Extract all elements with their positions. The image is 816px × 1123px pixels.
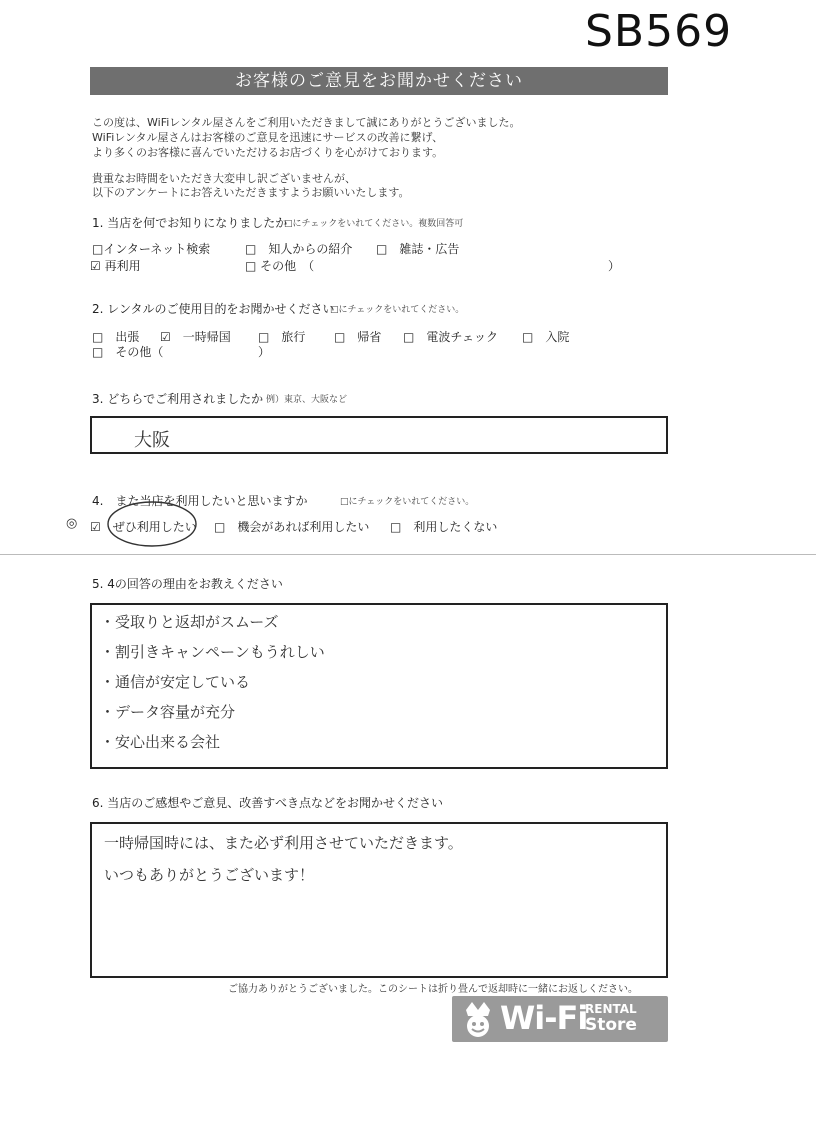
q2-option-business[interactable]: □ 出張	[92, 330, 140, 344]
q4-option-if-chance[interactable]: □ 機会があれば利用したい	[214, 520, 370, 534]
q3-note: 例）東京、大阪など	[266, 395, 348, 405]
q2-other-close: ）	[258, 345, 271, 359]
q6-answer-line: 一時帰国時には、また必ず利用させていただきます。	[104, 834, 463, 852]
q4-hand-circle	[104, 498, 200, 550]
q1-option-internet[interactable]: □インターネット検索	[92, 242, 211, 256]
q1-note: □にチェックをいれてください。複数回答可	[284, 219, 464, 229]
intro-line: この度は、WiFiレンタル屋さんをご利用いただきまして誠にありがとうございました。	[92, 116, 521, 129]
q1-option-friend[interactable]: □ 知人からの紹介	[245, 242, 353, 256]
q5-answer-line: ・データ容量が充分	[100, 703, 236, 721]
q2-option-signal-check[interactable]: □ 電波チェック	[403, 330, 498, 344]
q4-label: 4. また当店を利用したいと思いますか	[92, 494, 308, 508]
q2-option-homecoming[interactable]: □ 帰省	[334, 330, 382, 344]
q5-answer-line: ・受取りと返却がスムーズ	[100, 613, 279, 631]
q4-marker: ◎	[66, 516, 78, 531]
q2-option-temporary-return[interactable]: ☑ 一時帰国	[160, 330, 231, 344]
q1-option-other[interactable]: □ その他 （	[245, 259, 315, 273]
q2-option-travel[interactable]: □ 旅行	[258, 330, 306, 344]
intro-line: より多くのお客様に喜んでいただけるお店づくりを心がけております。	[92, 146, 444, 159]
logo-store-text: Store	[585, 1015, 637, 1035]
q6-label: 6. 当店のご感想やご意見、改善すべき点などをお聞かせください	[92, 796, 444, 810]
q3-label: 3. どちらでご利用されましたか	[92, 392, 264, 406]
q4-option-no[interactable]: □ 利用したくない	[390, 520, 498, 534]
q5-answer-line: ・割引きキャンペーンもうれしい	[100, 643, 325, 661]
section-divider	[0, 554, 816, 555]
q5-answer-line: ・通信が安定している	[100, 673, 251, 691]
survey-title: お客様のご意見をお聞かせください	[90, 67, 668, 95]
logo-rental-text: RENTAL	[585, 1002, 637, 1016]
q1-label: 1. 当店を何でお知りになりましたか	[92, 216, 288, 230]
logo-main-text: Wi-Fi	[500, 999, 588, 1037]
q2-option-hospital[interactable]: □ 入院	[522, 330, 570, 344]
q6-answer-line: いつもありがとうございます！	[104, 866, 315, 884]
q2-note: □にチェックをいれてください。	[330, 305, 465, 315]
q5-answer-line: ・安心出来る会社	[100, 733, 221, 751]
q4-note: □にチェックをいれてください。	[340, 497, 475, 507]
intro-line: 貴重なお時間をいただき大変申し訳ございませんが、	[92, 172, 356, 185]
q2-option-other[interactable]: □ その他（	[92, 345, 164, 359]
intro-line: 以下のアンケートにお答えいただきますようお願いいたします。	[92, 186, 410, 199]
q3-answer: 大阪	[134, 430, 170, 451]
q1-option-reuse[interactable]: ☑ 再利用	[90, 259, 141, 273]
crown-mascot-icon	[458, 1000, 498, 1038]
footer-note: ご協力ありがとうございました。このシートは折り畳んで返却時に一緒にお返しください。	[228, 984, 638, 995]
q1-option-magazine[interactable]: □ 雑誌・広告	[376, 242, 460, 256]
q5-label: 5. 4の回答の理由をお教えください	[92, 577, 283, 591]
q6-answer-box[interactable]	[90, 822, 668, 978]
q4-option-definitely[interactable]: ☑ ぜひ利用したい	[90, 520, 197, 534]
intro-line: WiFiレンタル屋さんはお客様のご意見を迅速にサービスの改善に繋げ、	[92, 131, 444, 144]
q1-other-close: ）	[608, 259, 621, 273]
document-code: SB569	[585, 6, 733, 57]
q2-label: 2. レンタルのご使用目的をお聞かせください	[92, 302, 335, 316]
q5-answer-box[interactable]	[90, 603, 668, 769]
q3-answer-box[interactable]	[90, 416, 668, 454]
